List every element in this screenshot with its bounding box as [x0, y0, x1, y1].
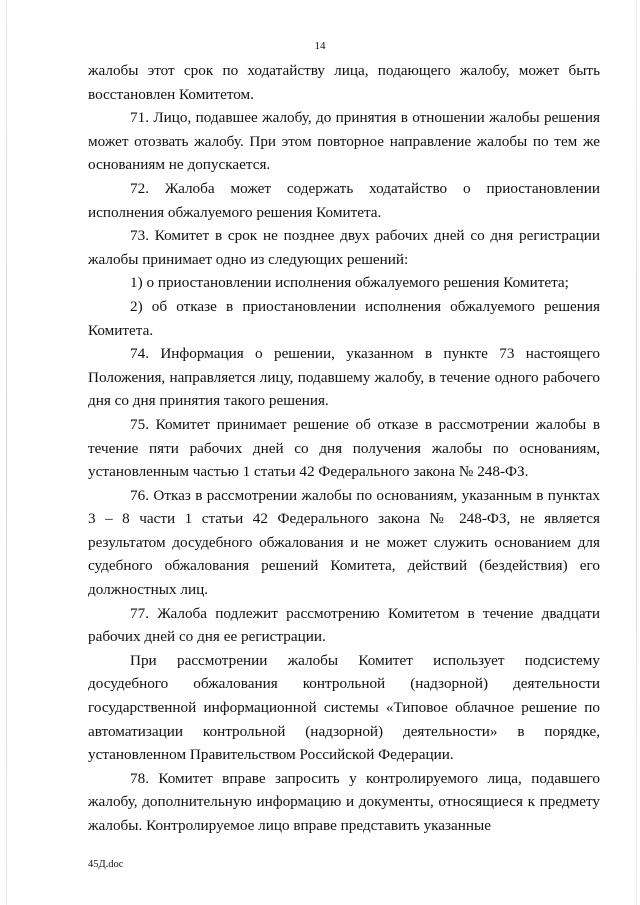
paragraph-77: 77. Жалоба подлежит рассмотрению Комитетом в течение двадцати рабочих дней со дня ее регистрации.	[88, 604, 600, 646]
document-body	[88, 59, 600, 838]
scan-edge-left	[6, 0, 7, 905]
page-number: 14	[314, 40, 326, 52]
footer-filename: 45Д.doc	[88, 859, 124, 870]
paragraph-76: 76. Отказ в рассмотрении жалобы по основаниям, указанным в пунктах 3 – 8 части 1 статьи 42 Федерального закона № 248-ФЗ, не является результатом досудебного обжалования и не может служить основанием для судебного обжалования решений Комитета, действий (бездействия) его должностных лиц.	[88, 486, 600, 599]
paragraph-continuation: жалобы этот срок по ходатайству лица, подающего жалобу, может быть восстановлен Комитетом.	[88, 62, 600, 103]
paragraph-72: 72. Жалоба может содержать ходатайство о приостановлении исполнения обжалуемого решения Комитета.	[88, 179, 600, 221]
paragraph-78: 78. Комитет вправе запросить у контролируемого лица, подавшего жалобу, дополнительную информацию и документы, относящиеся к предмету жалобы. Контролируемое лицо вправе представить указанные	[88, 769, 600, 834]
scan-edge-right	[636, 0, 637, 905]
paragraph-74: 74. Информация о решении, указанном в пункте 73 настоящего Положения, направляется лицу, подавшему жалобу, в течение одного рабочего дня со дня принятия такого решения.	[88, 345, 600, 410]
paragraph-71: 71. Лицо, подавшее жалобу, до принятия в отношении жалобы решения может отозвать жалобу. При этом повторное направление жалобы по тем же основаниям не допускается.	[88, 109, 600, 174]
list-item-2: 2) об отказе в приостановлении исполнения обжалуемого решения Комитета.	[88, 297, 600, 339]
paragraph-75: 75. Комитет принимает решение об отказе в рассмотрении жалобы в течение пяти рабочих дней со дня получения жалобы по основаниям, установленным частью 1 статьи 42 Федерального закона № 248-ФЗ.	[88, 415, 600, 481]
paragraph-77-subsystem: При рассмотрении жалобы Комитет использует подсистему досудебного обжалования контрольной (надзорной) деятельности государственной информационной системы «Типовое облачное решение по автоматизации контрольной (надзорной) деятельности» в порядке, установленном Правительством Российской Федерации.	[88, 651, 600, 764]
paragraph-73: 73. Комитет в срок не позднее двух рабочих дней со дня регистрации жалобы принимает одно из следующих решений:	[88, 227, 600, 268]
list-item-1: 1) о приостановлении исполнения обжалуемого решения Комитета;	[130, 274, 569, 292]
